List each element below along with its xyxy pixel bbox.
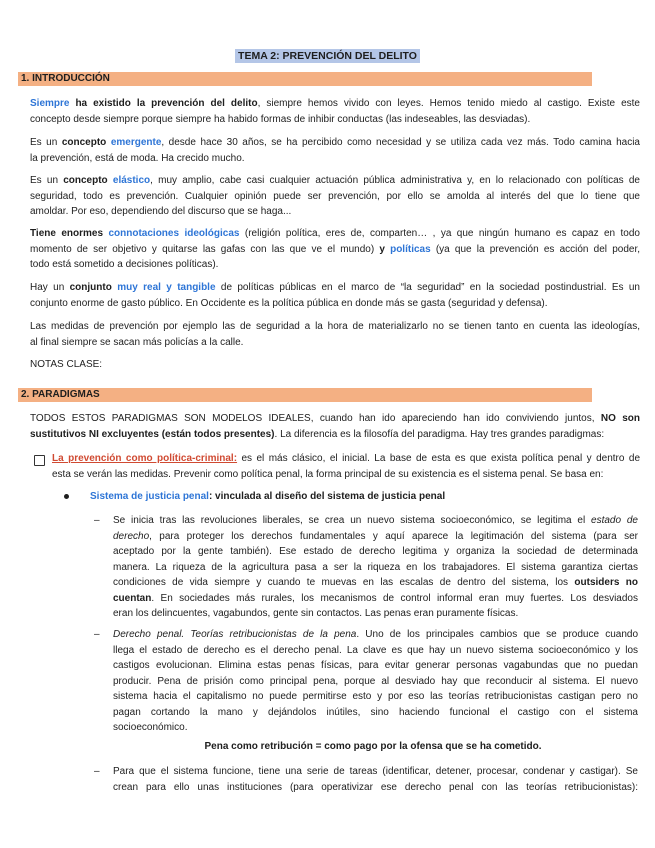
paragraph-siempre — [30, 96, 640, 127]
text-line — [30, 96, 640, 112]
text-line: llega el estado de derecho es el derecho penal. La clave es que hay un nuevo sistema socioeconómico y los — [113, 644, 638, 656]
highlight-muy-real: muy real y tangible — [117, 282, 216, 293]
text-fragment: . Uno de los principales cambios que se produce cuando — [356, 629, 638, 640]
section-heading-introduccion — [18, 72, 592, 86]
text-fragment: Hay un — [30, 282, 70, 293]
bold-sustitutivos: sustitutivos NI excluyentes (están todos presentes) — [30, 428, 275, 440]
dash-icon: – — [94, 515, 100, 526]
text-line: la prevención, está de moda. Ha crecido mucho. — [30, 152, 245, 164]
text-line — [30, 242, 640, 258]
text-fragment: Es un — [30, 137, 62, 148]
text-line — [113, 591, 638, 607]
page-title — [0, 46, 655, 64]
text-line: aceptado por la gente también). Ese estado de derecho legitima y organiza la sociedad de determinada — [113, 546, 638, 557]
italic-derecho-penal: Derecho penal. Teorías retribucionistas de la pena — [113, 629, 357, 640]
text-fragment: . En sociedades más rurales, los mecanismos de control informal eran muy fuertes. Los desviados — [151, 592, 638, 604]
bullet-icon — [64, 494, 69, 499]
bold-cuentan: cuentan — [113, 592, 152, 604]
text-fragment: , siempre hemos vivido con leyes. Hemos tenido miedo al castigo. Existe este — [257, 98, 640, 109]
text-fragment: , desde hace 30 años, se ha percibido como necesidad y se utiliza cada vez más. Todo camina hacia — [161, 137, 640, 148]
highlight-politicas: políticas — [390, 243, 431, 255]
dash-item-revoluciones — [113, 513, 638, 622]
bullet-item-sistema-justicia — [90, 489, 640, 505]
text-line — [113, 627, 638, 643]
text-line: amoldar. Por eso, dependiendo del discurso que se haga... — [30, 206, 292, 217]
section-heading-text: 1. INTRODUCCIÓN — [21, 73, 110, 84]
notes-label — [30, 357, 640, 373]
text-line: al final siempre se sacan más policías a la calle. — [30, 336, 244, 348]
bold-concepto: concepto — [63, 175, 108, 186]
text-line — [113, 575, 638, 591]
text-line: Para que el sistema funcione, tiene una serie de tareas (identificar, detener, procesar, condenar y castigar). Se — [113, 766, 638, 777]
paragraph-ideologicas — [30, 226, 640, 273]
text-fragment: , para proteger los derechos fundamentales y aquí aparece la legitimación del sistema (para ser — [149, 530, 638, 542]
text-line — [30, 135, 640, 151]
text-line — [52, 451, 640, 467]
text-line: todo está sometido a decisiones políticas). — [30, 259, 219, 270]
text-line: eran los delincuentes, vagabundos, gente sin contactos. Las penas eran puramente físicas. — [113, 608, 519, 619]
dash-item-tareas — [113, 764, 638, 795]
highlight-elastico: elástico — [112, 175, 151, 186]
section-heading-text: 2. PARADIGMAS — [21, 389, 100, 400]
text-line: socioeconómico. — [113, 722, 188, 733]
paragraph-medidas — [30, 319, 640, 350]
bold-tiene-enormes: Tiene enormes — [30, 228, 104, 239]
text-fragment: condiciones de vida siempre y cuando te muevas en las escalas de dentro del sistema, los — [113, 577, 575, 588]
text-line: castigos evolucionan. Elimina estas penas físicas, para evitar generar personas vagabundas que no puedan — [113, 660, 638, 671]
highlight-connotaciones: connotaciones ideológicas — [108, 228, 240, 239]
bold-y: y — [379, 243, 385, 255]
centered-definition: Pena como retribución = como pago por la ofensa que se ha cometido. — [204, 741, 542, 752]
paragraph-emergente — [30, 135, 640, 166]
page-title-text: TEMA 2: PREVENCIÓN DEL DELITO — [235, 49, 420, 63]
section-heading-paradigmas — [18, 388, 592, 402]
dash-item-derecho-penal — [113, 627, 638, 736]
bold-prevencion: ha existido la prevención del delito — [75, 98, 258, 109]
checkbox-icon[interactable] — [34, 455, 45, 466]
text-line — [90, 489, 640, 505]
text-line — [30, 427, 640, 443]
italic-estado: estado de — [591, 515, 638, 526]
text-fragment: es el más clásico, el inicial. La base de esta es que exista política penal y dentro de — [237, 453, 640, 464]
text-fragment: (religión política, eres de, comparten… , ya que ningún humano es capaz en todo — [239, 228, 640, 239]
highlight-sistema-justicia: Sistema de justicia penal — [90, 491, 209, 502]
dash-icon: – — [94, 766, 100, 777]
text-fragment: TODOS ESTOS PARADIGMAS SON MODELOS IDEALES, cuando han ido apareciendo han ido conviviendo juntos, — [30, 413, 601, 424]
text-line: producir. Pena de prisión como principal pena, porque al desviado hay que reconducir al sistema. El nuevo — [113, 675, 638, 687]
bold-no-son: NO son — [600, 413, 640, 424]
text-line: conjunto enorme de gasto público. En Occidente es la política pública en donde más se gasta (seguridad y defensa). — [30, 297, 548, 309]
bold-concepto: concepto — [61, 137, 107, 148]
highlight-emergente: emergente — [110, 137, 162, 148]
highlight-siempre: Siempre — [30, 98, 70, 109]
highlight-politica-criminal: La prevención como política-criminal: — [52, 453, 238, 464]
italic-derecho: derecho — [113, 530, 150, 542]
text-line: seguridad, todo es prevención. Cualquier opinión puede ser prevención, por ello se amolda al interés del que lo tiene que — [30, 190, 640, 202]
text-line: Las medidas de prevención por ejemplo las de seguridad a la hora de materializarlo no se tienen tanto en cuenta las ideologías, — [30, 321, 640, 332]
text-fragment: momento de ser objetivo y quitarse las gafas con las que ve el mundo) — [30, 243, 380, 255]
text-line: esta se verán las medidas. Prevenir como política penal, la forma principal de su existencia es el sistema penal. Se basa en: — [52, 468, 604, 480]
paragraph-conjunto — [30, 280, 640, 311]
text-line — [30, 280, 640, 296]
text-line — [113, 513, 638, 529]
text-fragment: de políticas públicas en el marco de “la seguridad” en la sociedad postindustrial. Es un — [215, 282, 640, 293]
text-fragment: Se inicia tras las revoluciones liberales, se crea un nuevo sistema socioeconómico, se legitima el — [113, 515, 592, 526]
text-line: NOTAS CLASE: — [30, 359, 103, 370]
text-line: manera. La riqueza de la agricultura pasa a ser la riqueza en los trabajadores. El sistema garantiza ciertas — [113, 561, 638, 573]
text-line — [30, 226, 640, 242]
text-line: sistema hacia el capitalismo no puede permitirse esto y por eso las teorías retribucionistas castigan pero no — [113, 691, 638, 702]
bold-vinculada: : vinculada al diseño del sistema de justicia penal — [208, 491, 446, 502]
text-fragment: (ya que la prevención es acción del poder, — [430, 243, 640, 255]
bold-conjunto: conjunto — [69, 282, 112, 293]
list-item-prevencion-politica-criminal — [52, 451, 640, 482]
text-line — [113, 529, 638, 545]
text-line: crean para ello unas instituciones (para operativizar ese derecho penal con las teorías retribucionistas): — [113, 781, 638, 793]
text-line — [30, 411, 640, 427]
bold-outsiders: outsiders no — [574, 577, 638, 588]
text-line: pagan cortando la mano y dejándolos inútiles, sino haciendo funcional el castigo con el sistema — [113, 706, 638, 718]
paragraph-elastico — [30, 173, 640, 220]
text-fragment: Es un — [30, 175, 64, 186]
text-fragment: . La diferencia es la filosofía del paradigma. Hay tres grandes paradigmas: — [274, 428, 605, 440]
text-line: concepto desde siempre porque siempre ha habido formas de inhibir conductas (las indeseables, las desviadas). — [30, 113, 531, 125]
text-line — [30, 173, 640, 189]
dash-icon: – — [94, 629, 100, 640]
text-fragment: , muy amplio, cabe casi cualquier actuación pública administrativa y, en lo relacionado con políticas de — [150, 175, 640, 186]
paragraph-paradigmas-intro — [30, 411, 640, 442]
